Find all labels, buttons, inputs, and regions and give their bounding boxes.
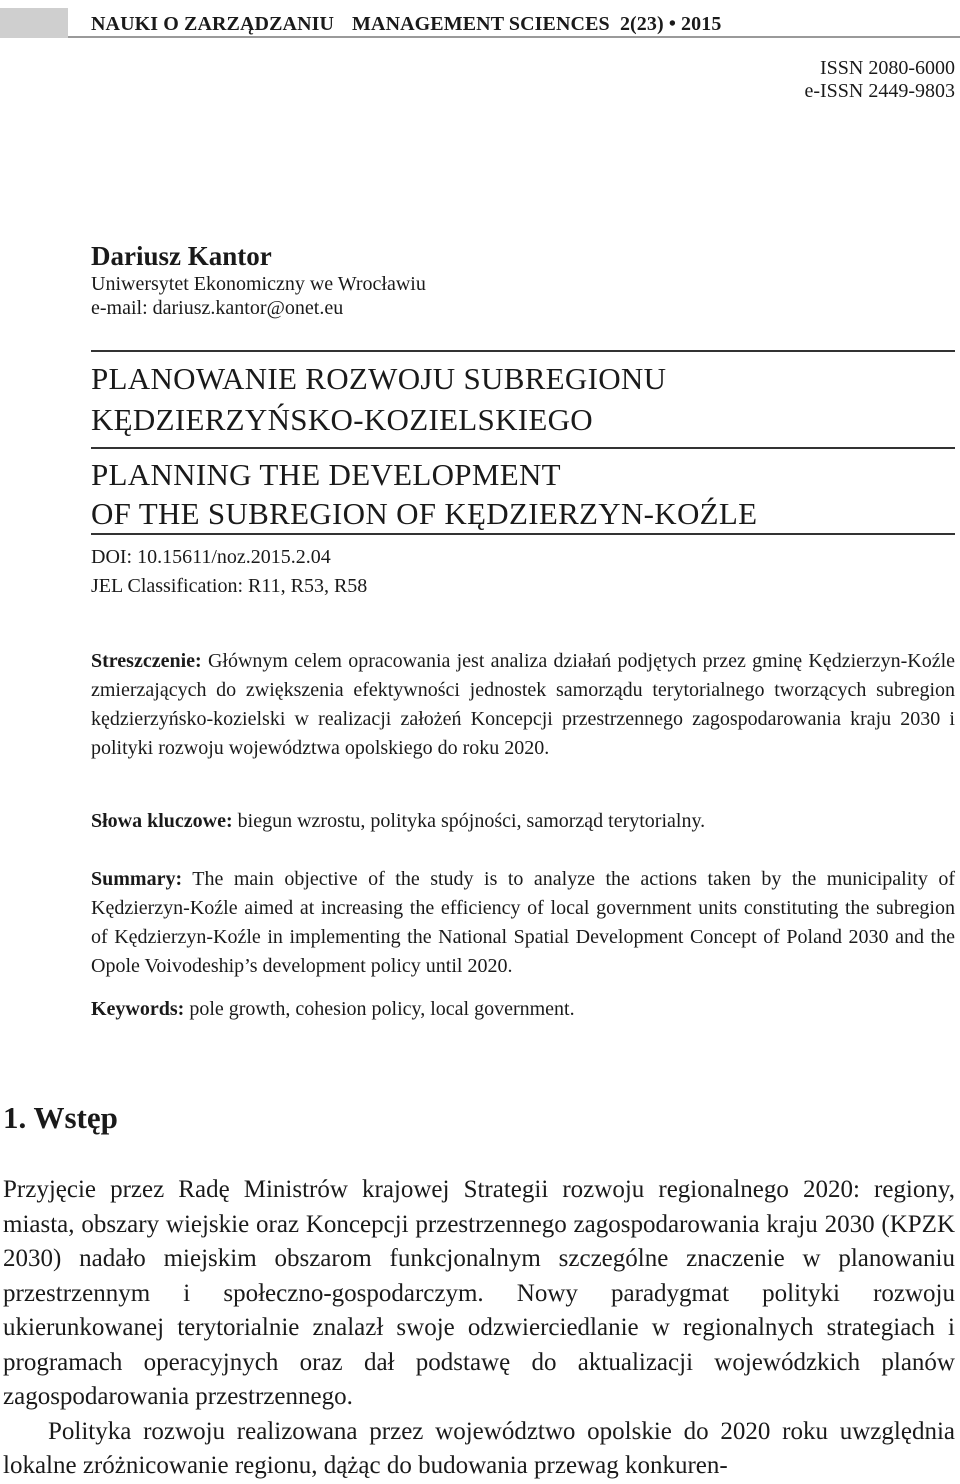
article-meta	[91, 543, 367, 601]
keywords-english	[91, 995, 955, 1024]
abstract-polish	[91, 647, 955, 763]
journal-issue: 2(23) • 2015	[619, 13, 722, 35]
author-affiliation: Uniwersytet Ekonomiczny we Wrocławiu	[91, 273, 426, 295]
eissn: e-ISSN 2449-9803	[804, 80, 955, 102]
body-paragraph-2: Polityka rozwoju realizowana przez województwo opolskie do 2020 roku uwzględnia lokalne zróżnicowanie regionu, dążąc do budowania przewag konkuren-	[3, 1417, 955, 1479]
title-en-line1: PLANNING THE DEVELOPMENT	[91, 457, 561, 492]
title-en-line2: OF THE SUBREGION OF KĘDZIERZYN-KOŹLE	[91, 496, 758, 531]
header-grey-block	[0, 8, 68, 38]
abstract-english	[91, 865, 955, 981]
title-rule-middle	[91, 447, 955, 449]
abstract-en-label: Summary:	[91, 868, 183, 890]
keywords-polish	[91, 807, 955, 836]
section-body	[3, 1173, 955, 1484]
title-english	[91, 455, 757, 533]
issn-block	[804, 57, 955, 103]
header-rule	[68, 36, 960, 38]
journal-title	[91, 13, 721, 36]
journal-name-pl: NAUKI O ZARZĄDZANIU	[91, 13, 335, 35]
abstract-pl-text: Głównym celem opracowania jest analiza działań podjętych przez gminę Kędzierzyn-Koźle zmierzających do zwiększenia efektywności jednostek samorządu terytorialnego tworzących subregion kędzierzyńsko-kozielski w realizacji założeń Koncepcji przestrzennego zagospodarowania kraju 2030 i polityki rozwoju województwa opolskiego do roku 2020.	[91, 650, 956, 759]
author-email: e-mail: dariusz.kantor@onet.eu	[91, 297, 344, 319]
author-block	[91, 240, 426, 320]
doi: DOI: 10.15611/noz.2015.2.04	[91, 546, 331, 568]
keywords-en-text: pole growth, cohesion policy, local government.	[189, 998, 575, 1020]
body-paragraph-1: Przyjęcie przez Radę Ministrów krajowej Strategii rozwoju regionalnego 2020: regiony, miasta, obszary wiejskie oraz Koncepcji przestrzennego zagospodarowania kraju 2030 (KPZK 2030) nadało miejskim obszarom funkcjonalnym szczególne znaczenie w planowaniu przestrzennym i społeczno-gospodarczym. Nowy paradygmat polityki rozwoju ukierunkowanej terytorialnie znalazł swoje odzwierciedlanie w regionalnych strategiach i programach operacyjnych oraz dał podstawę do aktualizacji wojewódzkich planów zagospodarowania przestrzennego.	[3, 1176, 955, 1410]
abstract-en-text: The main objective of the study is to analyze the actions taken by the municipality of Kędzierzyn-Koźle aimed at increasing the efficiency of local government units constituting the subregion of Kędzierzyn-Koźle in implementing the National Spatial Development Concept of Poland 2030 and the Opole Voivodeship’s development policy until 2020.	[91, 868, 955, 977]
abstract-pl-label: Streszczenie:	[91, 650, 202, 672]
title-rule-bottom	[91, 533, 955, 535]
title-pl-line2: KĘDZIERZYŃSKO-KOZIELSKIEGO	[91, 402, 593, 437]
title-pl-line1: PLANOWANIE ROZWOJU SUBREGIONU	[91, 361, 667, 396]
journal-name-en: MANAGEMENT SCIENCES	[352, 13, 610, 35]
section-heading: 1. Wstęp	[3, 1100, 118, 1135]
keywords-en-label: Keywords:	[91, 998, 185, 1020]
issn: ISSN 2080-6000	[819, 57, 955, 79]
keywords-pl-label: Słowa kluczowe:	[91, 810, 233, 832]
author-name: Dariusz Kantor	[91, 241, 272, 271]
title-rule-top	[91, 350, 955, 352]
keywords-pl-text: biegun wzrostu, polityka spójności, samorząd terytorialny.	[237, 810, 706, 832]
jel-classification: JEL Classification: R11, R53, R58	[91, 575, 368, 597]
title-polish	[91, 358, 666, 440]
